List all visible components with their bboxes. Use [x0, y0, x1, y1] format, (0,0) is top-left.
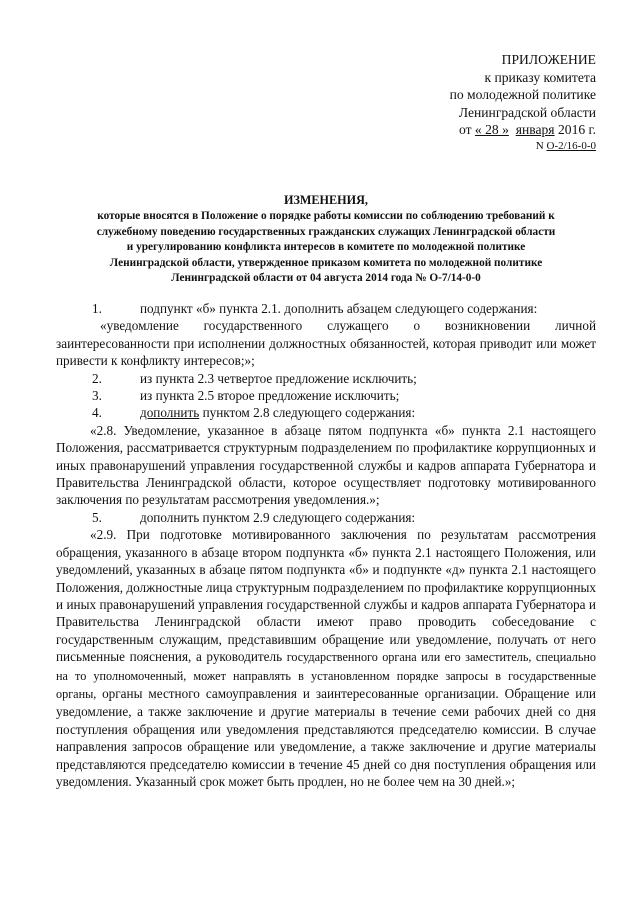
item-text: пунктом 2.8 следующего содержания: [199, 405, 416, 421]
item-number: 4. [92, 405, 102, 421]
quoted-text-part: органы местного самоуправления и заинтересованные организации. Обращение или уведомление, а также заключение и другие материалы в течение семи рабочих дней со дня поступления обращения или уведомления представляются председателю комиссии. В случае направления запросов обращение или уведомление, а также заключение и другие материалы представляются председателю комиссии в течение 45 дней со дня поступления обращения или уведомления. Указанный срок может быть продлен, но не более чем на 30 дней.»; [56, 685, 596, 789]
number-prefix: N [535, 139, 544, 152]
item-number: 5. [92, 509, 102, 525]
item-number: 2. [92, 370, 102, 386]
title-line: и урегулированию конфликта интересов в комитете по молодежной политике [126, 241, 526, 254]
approval-line: к приказу комитета [484, 69, 596, 85]
approval-number [450, 139, 596, 153]
item-text: из пункта 2.3 четвертое предложение исключить; [140, 370, 417, 386]
approval-date [450, 121, 596, 139]
item-underlined-word: дополнить [140, 405, 200, 421]
item-number: 3. [92, 388, 102, 404]
list-item [56, 370, 596, 387]
quoted-text-part: государственного органа или его заместитель, специально на то уполномоченный, может направлять в установленном порядке запросы в государственные органы, [56, 650, 596, 701]
approval-line: по молодежной политике [449, 87, 596, 103]
list-item [56, 387, 596, 404]
approval-title: ПРИЛОЖЕНИЕ [501, 52, 596, 67]
order-number: О-2/16-0-0 [546, 139, 596, 152]
title-main: ИЗМЕНЕНИЯ, [284, 193, 368, 207]
document-body [56, 300, 596, 790]
list-item [56, 300, 596, 317]
title-line: служебному поведению государственных гражданских служащих Ленинградской области [96, 225, 556, 238]
title-line: которые вносятся в Положение о порядке работы комиссии по соблюдению требований к [97, 210, 555, 222]
list-item [56, 404, 596, 421]
quoted-text [56, 526, 596, 790]
document-title [56, 192, 596, 287]
date-year: 2016 г. [557, 122, 596, 138]
approval-block [450, 51, 596, 153]
list-item [56, 509, 596, 526]
title-line: Ленинградской области от 04 августа 2014 года № О-7/14-0-0 [171, 272, 481, 285]
item-number: 1. [92, 301, 102, 316]
date-month: января [515, 122, 555, 138]
quoted-text: «2.8. Уведомление, указанное в абзаце пятом подпункта «б» пункта 2.1 настоящего Положения, рассматривается структурным подразделением по профилактике коррупционных и иных правонарушений управления государственной службы и кадров аппарата Губернатора и Правительства Ленинградской области, которое осуществляет подготовку мотивированного заключения по результатам рассмотрения уведомления.»; [56, 422, 596, 508]
item-text: дополнить пунктом 2.9 следующего содержания: [140, 509, 416, 525]
date-prefix: от [458, 122, 472, 138]
item-text: из пункта 2.5 второе предложение исключить; [140, 388, 400, 404]
quoted-text-part: «2.9. При подготовке мотивированного заключения по результатам рассмотрения обращения, указанного в абзаце втором подпункта «б» пункта 2.1 настоящего Положения, или уведомлений, указанных в абзаце пятом подпункта «б» и подпункте «д» пункта 2.1 настоящего Положения, должностные лица структурным подразделением по профилактике коррупционных и иных правонарушений управления государственной службы и кадров аппарата Губернатора и Правительства Ленинградской области имеют право проводить собеседование с государственным служащим, представившим обращение или уведомление, получать от него письменные пояснения, а руководитель [56, 527, 596, 665]
item-text: подпункт «б» пункта 2.1. дополнить абзацем следующего содержания: [140, 301, 538, 316]
date-day: « 28 » [474, 122, 509, 138]
title-line: Ленинградской области, утвержденное приказом комитета по молодежной политике [109, 256, 543, 269]
quoted-text: «уведомление государственного служащего о возникновении личной заинтересованности при исполнении должностных обязанностей, которая приводит или может привести к конфликту интересов;»; [56, 318, 596, 369]
approval-line: Ленинградской области [458, 104, 596, 120]
